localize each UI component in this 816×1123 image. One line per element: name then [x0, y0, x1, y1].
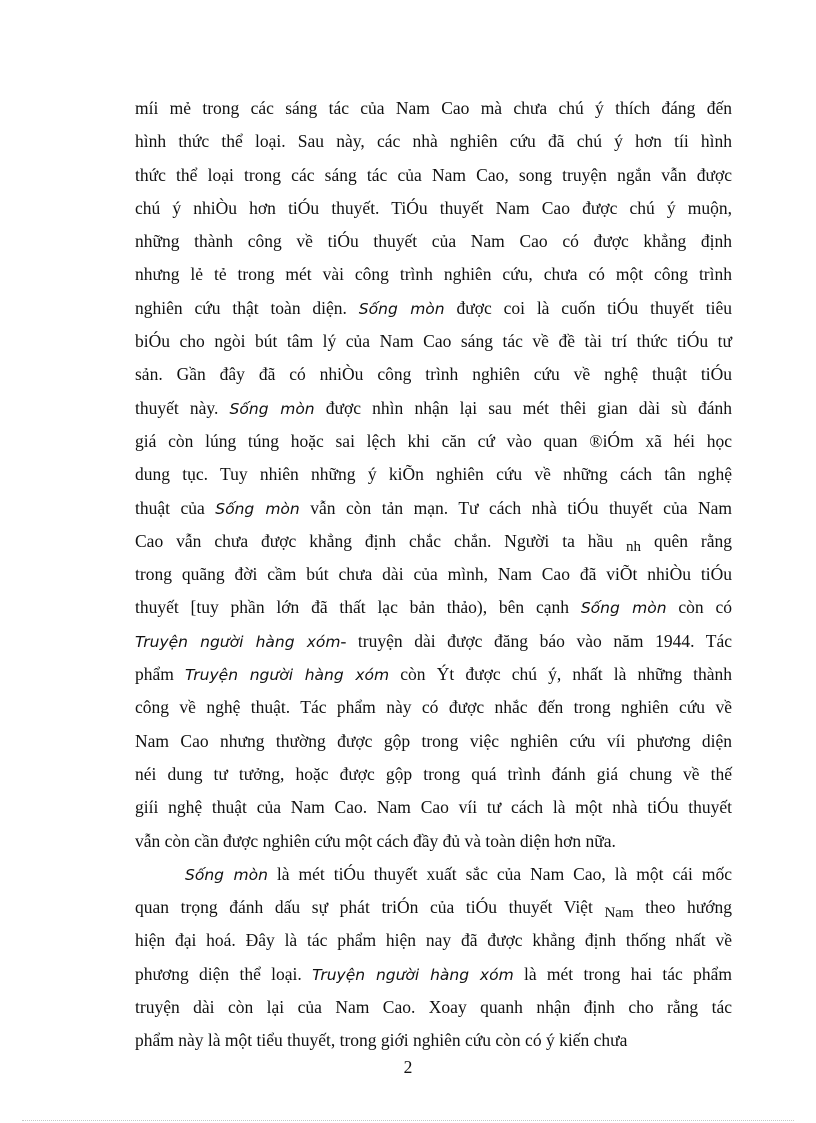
text-line: những thành công về tiÓu thuyết của Nam Cao có được khẳng định [135, 231, 732, 252]
text-run: vẫn còn tản mạn. Tư cách nhà tiÓu thuyết của Nam [299, 497, 732, 518]
italic-title: Truyện người hàng xóm [135, 632, 341, 651]
text-run: là mét trong hai tác phẩm [513, 963, 732, 984]
text-run: phẩm [135, 664, 186, 685]
italic-title: Truyện người hàng xóm [312, 965, 514, 984]
text-line: biÓu cho ngòi bút tâm lý của Nam Cao sáng tác về đề tài trí thức tiÓu tư [135, 331, 732, 352]
text-line [135, 625, 732, 658]
italic-title: Sống mòn [358, 299, 445, 318]
text-line: chú ý nhiÒu hơn tiÓu thuyết. TiÓu thuyết Nam Cao được chú ý muộn, [135, 197, 732, 218]
text-run: phương diện thể loại. [135, 963, 313, 984]
text-line [135, 858, 732, 891]
text-line: sản. Gần đây đã có nhiÒu công trình nghiên cứu về nghệ thuật tiÓu [135, 364, 732, 385]
text-run: được coi là cuốn tiÓu thuyết tiêu [444, 297, 732, 318]
text-run: - truyện dài được đăng báo vào năm 1944. Tác [340, 630, 732, 651]
text-line: phẩm này là một tiểu thuyết, trong giới nghiên cứu còn có ý kiến chưa [135, 1030, 628, 1051]
text-line: hình thức thể loại. Sau này, các nhà nghiên cứu đã chú ý hơn tíi hình [135, 131, 732, 152]
text-line: míi mẻ trong các sáng tác của Nam Cao mà chưa chú ý thích đáng đến [135, 98, 732, 118]
text-line: giíi nghệ thuật của Nam Cao. Nam Cao víi tư cách là một nhà tiÓu thuyết [135, 797, 732, 818]
page-bottom-divider [22, 1120, 794, 1121]
text-run: Cao vẫn chưa được khẳng định chắc chắn. Người ta hầu [135, 530, 614, 551]
text-line: công về nghệ thuật. Tác phẩm này có được nhắc đến trong nghiên cứu về [135, 697, 732, 718]
text-line [135, 958, 732, 991]
text-line: nhưng lẻ tẻ trong mét vài công trình nghiên cứu, chưa có một công trình [135, 264, 732, 285]
italic-title: Sống mòn [229, 399, 315, 418]
text-line: néi dung tư tưởng, hoặc được gộp trong quá trình đánh giá chung về thế [135, 763, 732, 784]
italic-title: Sống mòn [580, 599, 667, 618]
text-run: còn có [666, 597, 732, 618]
italic-title: Sống mòn [185, 865, 268, 884]
text-line [135, 492, 732, 525]
text-run: thuyết này. [135, 397, 230, 418]
text-line: Nam Cao nhưng thường được gộp trong việc nghiên cứu víi phương diện [135, 730, 732, 751]
stray-subscript: nh [626, 538, 641, 555]
text-line [135, 525, 732, 558]
text-line: vẫn còn cần được nghiên cứu một cách đầy đủ và toàn diện hơn nữa. [135, 830, 616, 851]
text-line [135, 292, 732, 325]
text-run: là mét tiÓu thuyết xuất sắc của Nam Cao, là một cái mốc [267, 863, 732, 884]
text-run: thuyết [tuy phần lớn đã thất lạc bản thảo), bên cạnh [135, 597, 581, 618]
text-line [135, 591, 732, 624]
text-line: giá còn lúng túng hoặc sai lệch khi căn cứ vào quan ®iÓm xã héi học [135, 430, 732, 451]
text-run: theo hướng [645, 897, 733, 918]
text-run: quên rằng [653, 530, 732, 551]
italic-title: Truyện người hàng xóm [185, 666, 390, 685]
stray-subscript: Nam [604, 905, 634, 922]
text-line: dung tục. Tuy nhiên những ý kiÕn nghiên cứu về những cách tân nghệ [135, 464, 732, 485]
text-run: còn Ýt được chú ý, nhất là những thành [389, 664, 732, 685]
text-run: được nhìn nhận lại sau mét thêi gian dài sù đánh [314, 397, 732, 418]
text-line: thức thể loại trong các sáng tác của Nam Cao, song truyện ngắn vẫn được [135, 164, 732, 185]
text-run: quan trọng đánh dấu sự phát triÓn của tiÓu thuyết Việt [135, 897, 593, 918]
page-number: 2 [403, 1057, 413, 1077]
text-run: nghiên cứu thật toàn diện. [135, 297, 359, 318]
italic-title: Sống mòn [215, 499, 300, 518]
text-line [135, 392, 732, 425]
text-run: thuật của [135, 497, 216, 518]
text-line: trong quãng đời cầm bút chưa dài của mình, Nam Cao đã viÕt nhiÒu tiÓu [135, 564, 732, 585]
text-line: truyện dài còn lại của Nam Cao. Xoay quanh nhận định cho rằng tác [135, 997, 732, 1018]
text-line: hiện đại hoá. Đây là tác phẩm hiện nay đã được khẳng định thống nhất về [135, 930, 732, 951]
text-line [135, 658, 732, 691]
body-text [135, 92, 732, 1058]
text-line [135, 891, 732, 924]
